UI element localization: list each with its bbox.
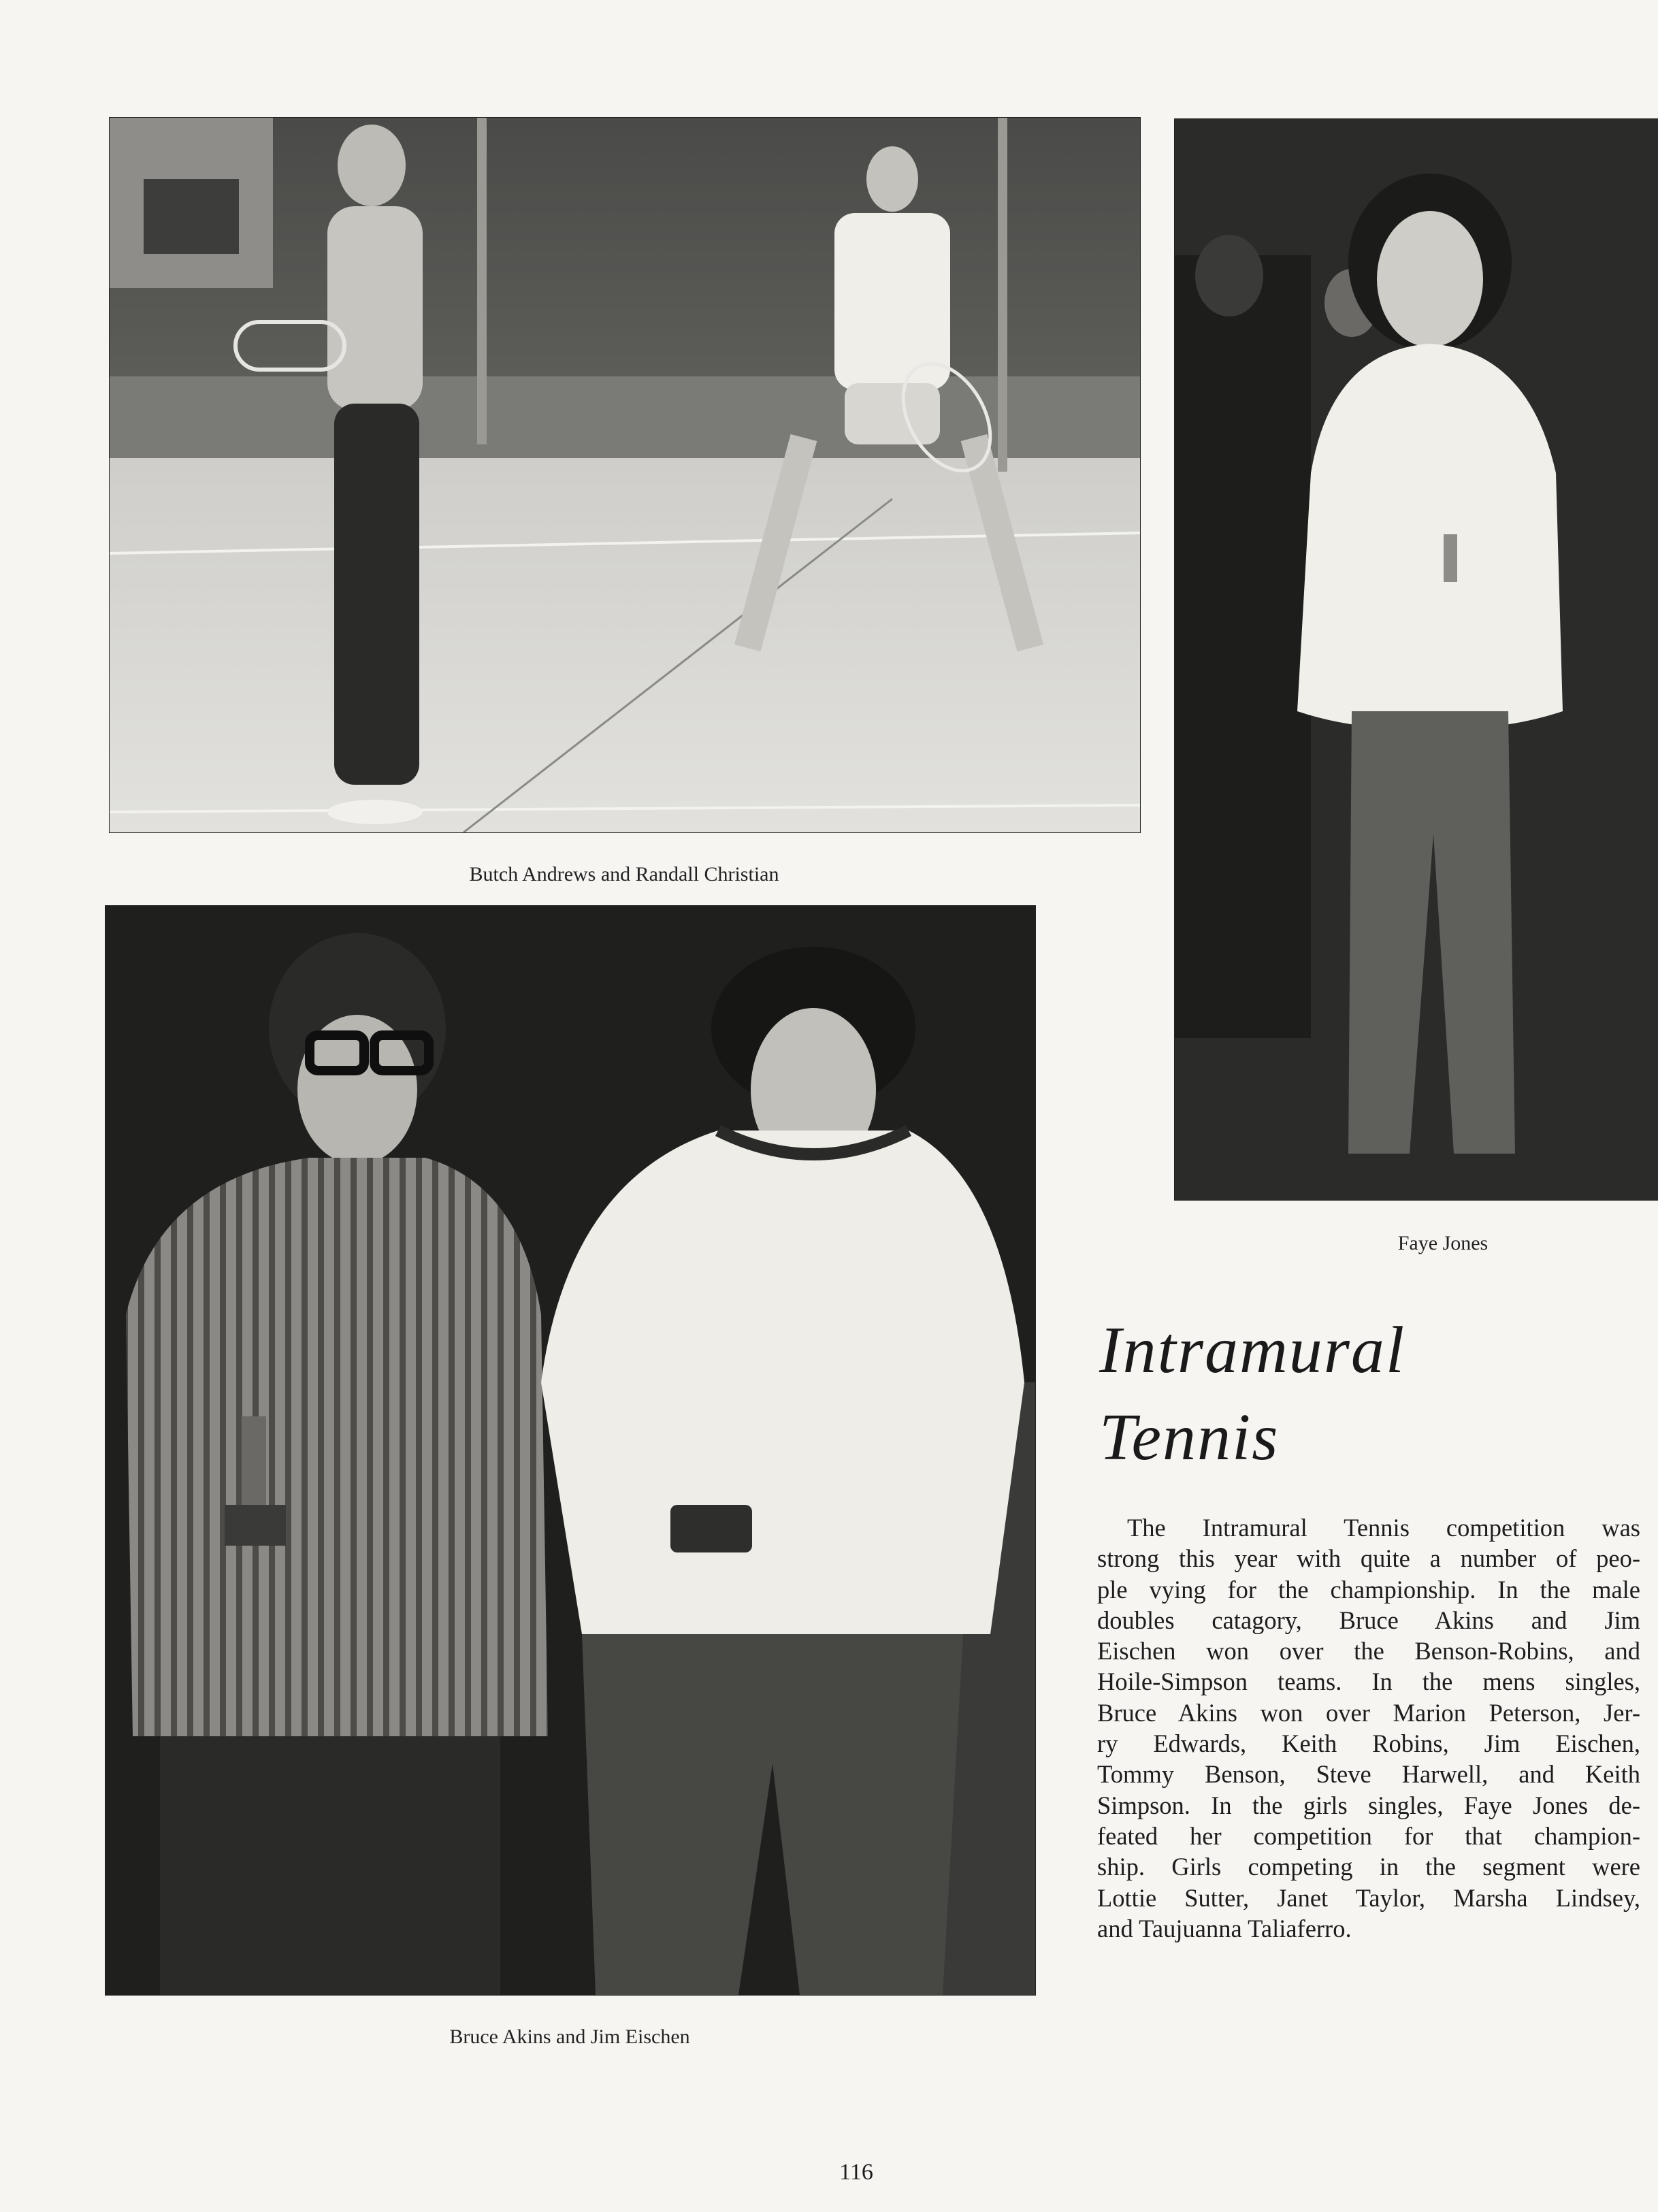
page-number: 116 <box>839 2160 873 2185</box>
tennis-court-image <box>110 118 1140 832</box>
article-body <box>1097 1512 1640 1944</box>
article-title-line-1: Intramural <box>1099 1314 1406 1387</box>
photo-tennis-court <box>109 117 1141 833</box>
article-line: doubles catagory, Bruce Akins and Jim <box>1097 1606 1640 1634</box>
article-title-line-2: Tennis <box>1099 1401 1280 1474</box>
akins-eischen-image <box>105 906 1035 1995</box>
caption-akins-eischen: Bruce Akins and Jim Eischen <box>449 2026 690 2048</box>
article-line: feated her competition for that champion- <box>1097 1821 1640 1850</box>
article-line: The Intramural Tennis competition was <box>1127 1514 1640 1542</box>
article-line: Lottie Sutter, Janet Taylor, Marsha Lindsey, <box>1097 1883 1640 1912</box>
article-line: Bruce Akins won over Marion Peterson, Jer- <box>1097 1698 1640 1727</box>
caption-faye-jones: Faye Jones <box>1397 1232 1489 1254</box>
article-line: strong this year with quite a number of peo- <box>1097 1544 1640 1573</box>
article-line: Tommy Benson, Steve Harwell, and Keith <box>1097 1760 1640 1789</box>
article-line: and Taujuanna Taliaferro. <box>1097 1914 1352 1942</box>
photo-faye-jones <box>1174 118 1658 1201</box>
article-line: Hoile-Simpson teams. In the mens singles, <box>1097 1668 1640 1696</box>
article-line: ry Edwards, Keith Robins, Jim Eischen, <box>1097 1729 1640 1758</box>
article-line: Simpson. In the girls singles, Faye Jones de- <box>1097 1791 1640 1819</box>
photo-akins-eischen <box>105 905 1036 1996</box>
article-title <box>1099 1307 1644 1481</box>
article-line: ship. Girls competing in the segment were <box>1097 1853 1640 1881</box>
caption-tennis-court: Butch Andrews and Randall Christian <box>469 863 779 885</box>
faye-jones-image <box>1175 119 1658 1200</box>
article-line: Eischen won over the Benson-Robins, and <box>1097 1637 1640 1665</box>
article-line: ple vying for the championship. In the male <box>1097 1575 1640 1604</box>
